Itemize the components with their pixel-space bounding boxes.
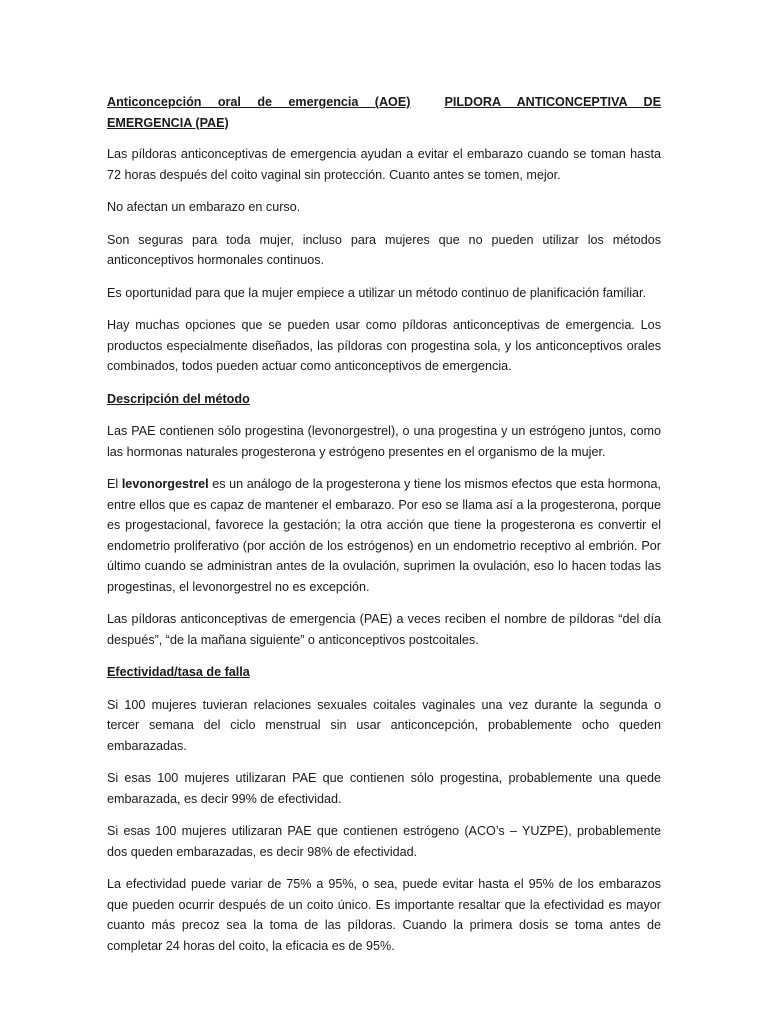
intro-paragraph: Son seguras para toda mujer, incluso para mujeres que no pueden utilizar los métodos anticonceptivos hormonales continuos. [107, 232, 661, 267]
paragraph-body: es un análogo de la progesterona y tiene los mismos efectos que esta hormona, entre ellos que es capaz de mantener el embarazo. Por eso se llama así a la progesterona, porque es progestacional, favorece la gestación; la otra acción que tiene la progesterona es convertir el endometrio proliferativo (por acción de los estrógenos) en un endometrio receptivo al embrión. Por último cuando se administran antes de la ovulación, suprimen la ovulación, eso lo hacen todas las progestinas, el levonorgestrel no es excepción. [107, 477, 661, 594]
document-title [107, 92, 661, 133]
levonorgestrel-paragraph [107, 474, 661, 597]
effectiveness-paragraph: Si 100 mujeres tuvieran relaciones sexuales coitales vaginales una vez durante la segunda o tercer semana del ciclo menstrual sin usar anticoncepción, probablemente ocho queden embarazadas. [107, 697, 661, 753]
effectiveness-paragraph: La efectividad puede variar de 75% a 95%, o sea, puede evitar hasta el 95% de los embarazos que pueden ocurrir después de un coito único. Es importante resaltar que la efectividad es mayor cuanto más precoz sea la toma de las píldoras. Cuando la primera dosis se toma antes de completar 24 horas del coito, la eficacia es de 95%. [107, 877, 661, 953]
intro-paragraph: Las píldoras anticonceptivas de emergencia ayudan a evitar el embarazo cuando se toman hasta 72 horas después del coito vaginal sin protección. Cuanto antes se tomen, mejor. [107, 147, 661, 182]
description-paragraph: Las PAE contienen sólo progestina (levonorgestrel), o una progestina y un estrógeno juntos, como las hormonas naturales progesterona y estrógeno presentes en el organismo de la mujer. [107, 424, 661, 459]
effectiveness-paragraph: Si esas 100 mujeres utilizaran PAE que contienen estrógeno (ACO’s – YUZPE), probablemente dos queden embarazadas, es decir 98% de efectividad. [107, 824, 661, 859]
levonorgestrel-term: levonorgestrel [121, 477, 209, 491]
title-part-pae: PILDORA ANTICONCEPTIVA DE EMERGENCIA (PAE) [107, 95, 661, 130]
paragraph-lead: El [107, 477, 122, 491]
document-page [107, 92, 661, 968]
effectiveness-paragraph: Si esas 100 mujeres utilizaran PAE que contienen sólo progestina, probablemente una quede embarazada, es decir 99% de efectividad. [107, 771, 661, 806]
intro-paragraph: No afectan un embarazo en curso. [107, 200, 301, 214]
title-part-aoe: Anticoncepción oral de emergencia (AOE) [107, 95, 411, 109]
intro-paragraph: Es oportunidad para que la mujer empiece a utilizar un método continuo de planificación familiar. [107, 285, 647, 300]
section-heading-description: Descripción del método [107, 391, 250, 406]
description-paragraph: Las píldoras anticonceptivas de emergencia (PAE) a veces reciben el nombre de píldoras “del día después”, “de la mañana siguiente” o anticonceptivos postcoitales. [107, 612, 661, 647]
intro-paragraph: Hay muchas opciones que se pueden usar como píldoras anticonceptivas de emergencia. Los productos especialmente diseñados, las píldoras con progestina sola, y los anticonceptivos orales combinados, todos pueden actuar como anticonceptivos de emergencia. [107, 318, 661, 373]
section-heading-effectiveness: Efectividad/tasa de falla [107, 665, 250, 679]
